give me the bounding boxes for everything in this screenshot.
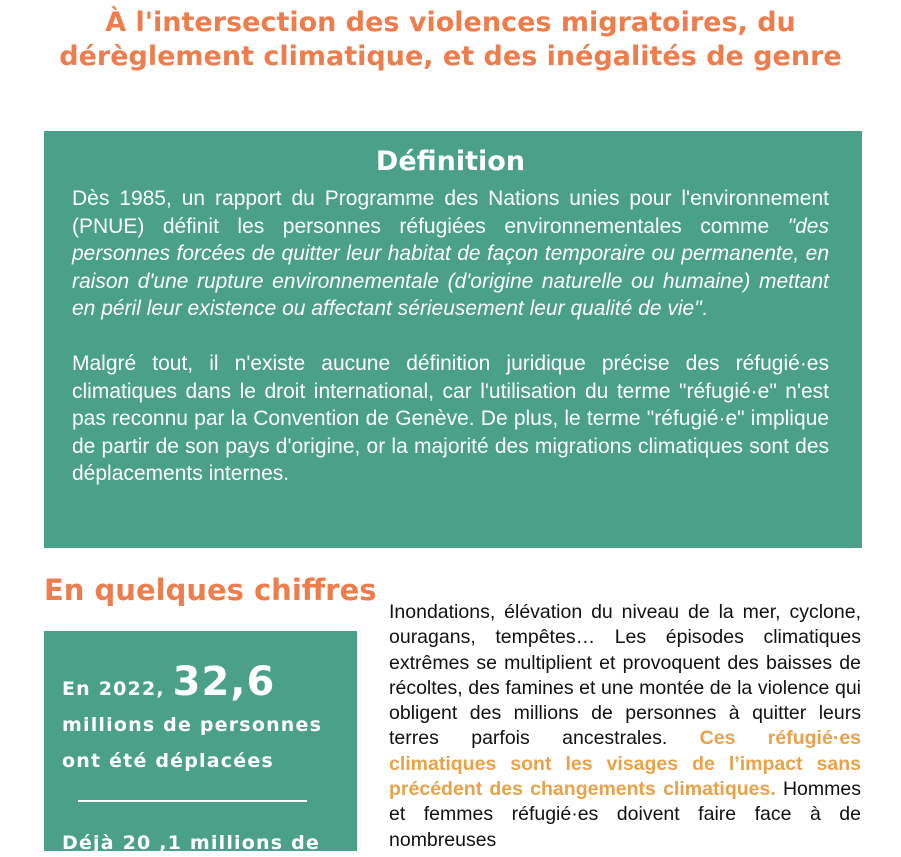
- stat-next-partial: Déjà 20 ,1 millions de: [62, 832, 320, 854]
- definition-paragraph-1: [72, 185, 829, 323]
- definition-quote: "des personnes forcées de quitter leur habitat de façon temporaire ou permanente, en raison d'une rupture environnementale (d'origine naturelle ou humaine) mettant en péril leur existence ou affectant sérieusement leur qualité de vie": [72, 214, 829, 320]
- stat-line-3: ont été déplacées: [62, 750, 274, 772]
- stat-line-2: millions de personnes: [62, 714, 323, 736]
- stat-line-1: [62, 659, 339, 707]
- stat-number: 32,6: [172, 659, 276, 705]
- stat-prefix: En 2022,: [62, 678, 173, 700]
- body-paragraph: [389, 600, 861, 853]
- body-text-after: Hommes et femmes réfugié·es doivent faire face à de nombreuses: [389, 778, 861, 851]
- definition-intro: Dès 1985, un rapport du Programme des Nations unies pour l'environnement (PNUE) définit les personnes réfugiées environnementales comme: [72, 187, 829, 238]
- chiffres-heading: En quelques chiffres: [44, 573, 377, 607]
- definition-paragraph-2: Malgré tout, il n'existe aucune définition juridique précise des réfugié·es climatiques dans le droit international, car l'utilisation du terme "réfugié·e" n'est pas reconnu par la Convention de Genève. De plus, le terme "réfugié·e" implique de partir de son pays d'origine, or la majorité des migrations climatiques sont des déplacements internes.: [72, 352, 829, 485]
- page-title: À l'intersection des violences migratoires, du dérèglement climatique, et des inégalités de genre: [59, 7, 842, 72]
- stat-box: [44, 631, 357, 854]
- body-highlight: Ces réfugié·es climatiques sont les visages de l’impact sans précédent des changements climatiques.: [389, 727, 862, 801]
- definition-period: .: [701, 297, 708, 320]
- stat-divider: [78, 800, 307, 802]
- definition-heading: Définition: [375, 146, 526, 177]
- definition-box: [44, 131, 862, 548]
- body-text-before: Inondations, élévation du niveau de la mer, cyclone, ouragans, tempêtes… Les épisodes climatiques extrêmes se multiplient et provoquent des baisses de récoltes, des famines et une montée de la violence qui obligent des millions de personnes à quitter leurs terres parfois ancestrales.: [389, 601, 861, 750]
